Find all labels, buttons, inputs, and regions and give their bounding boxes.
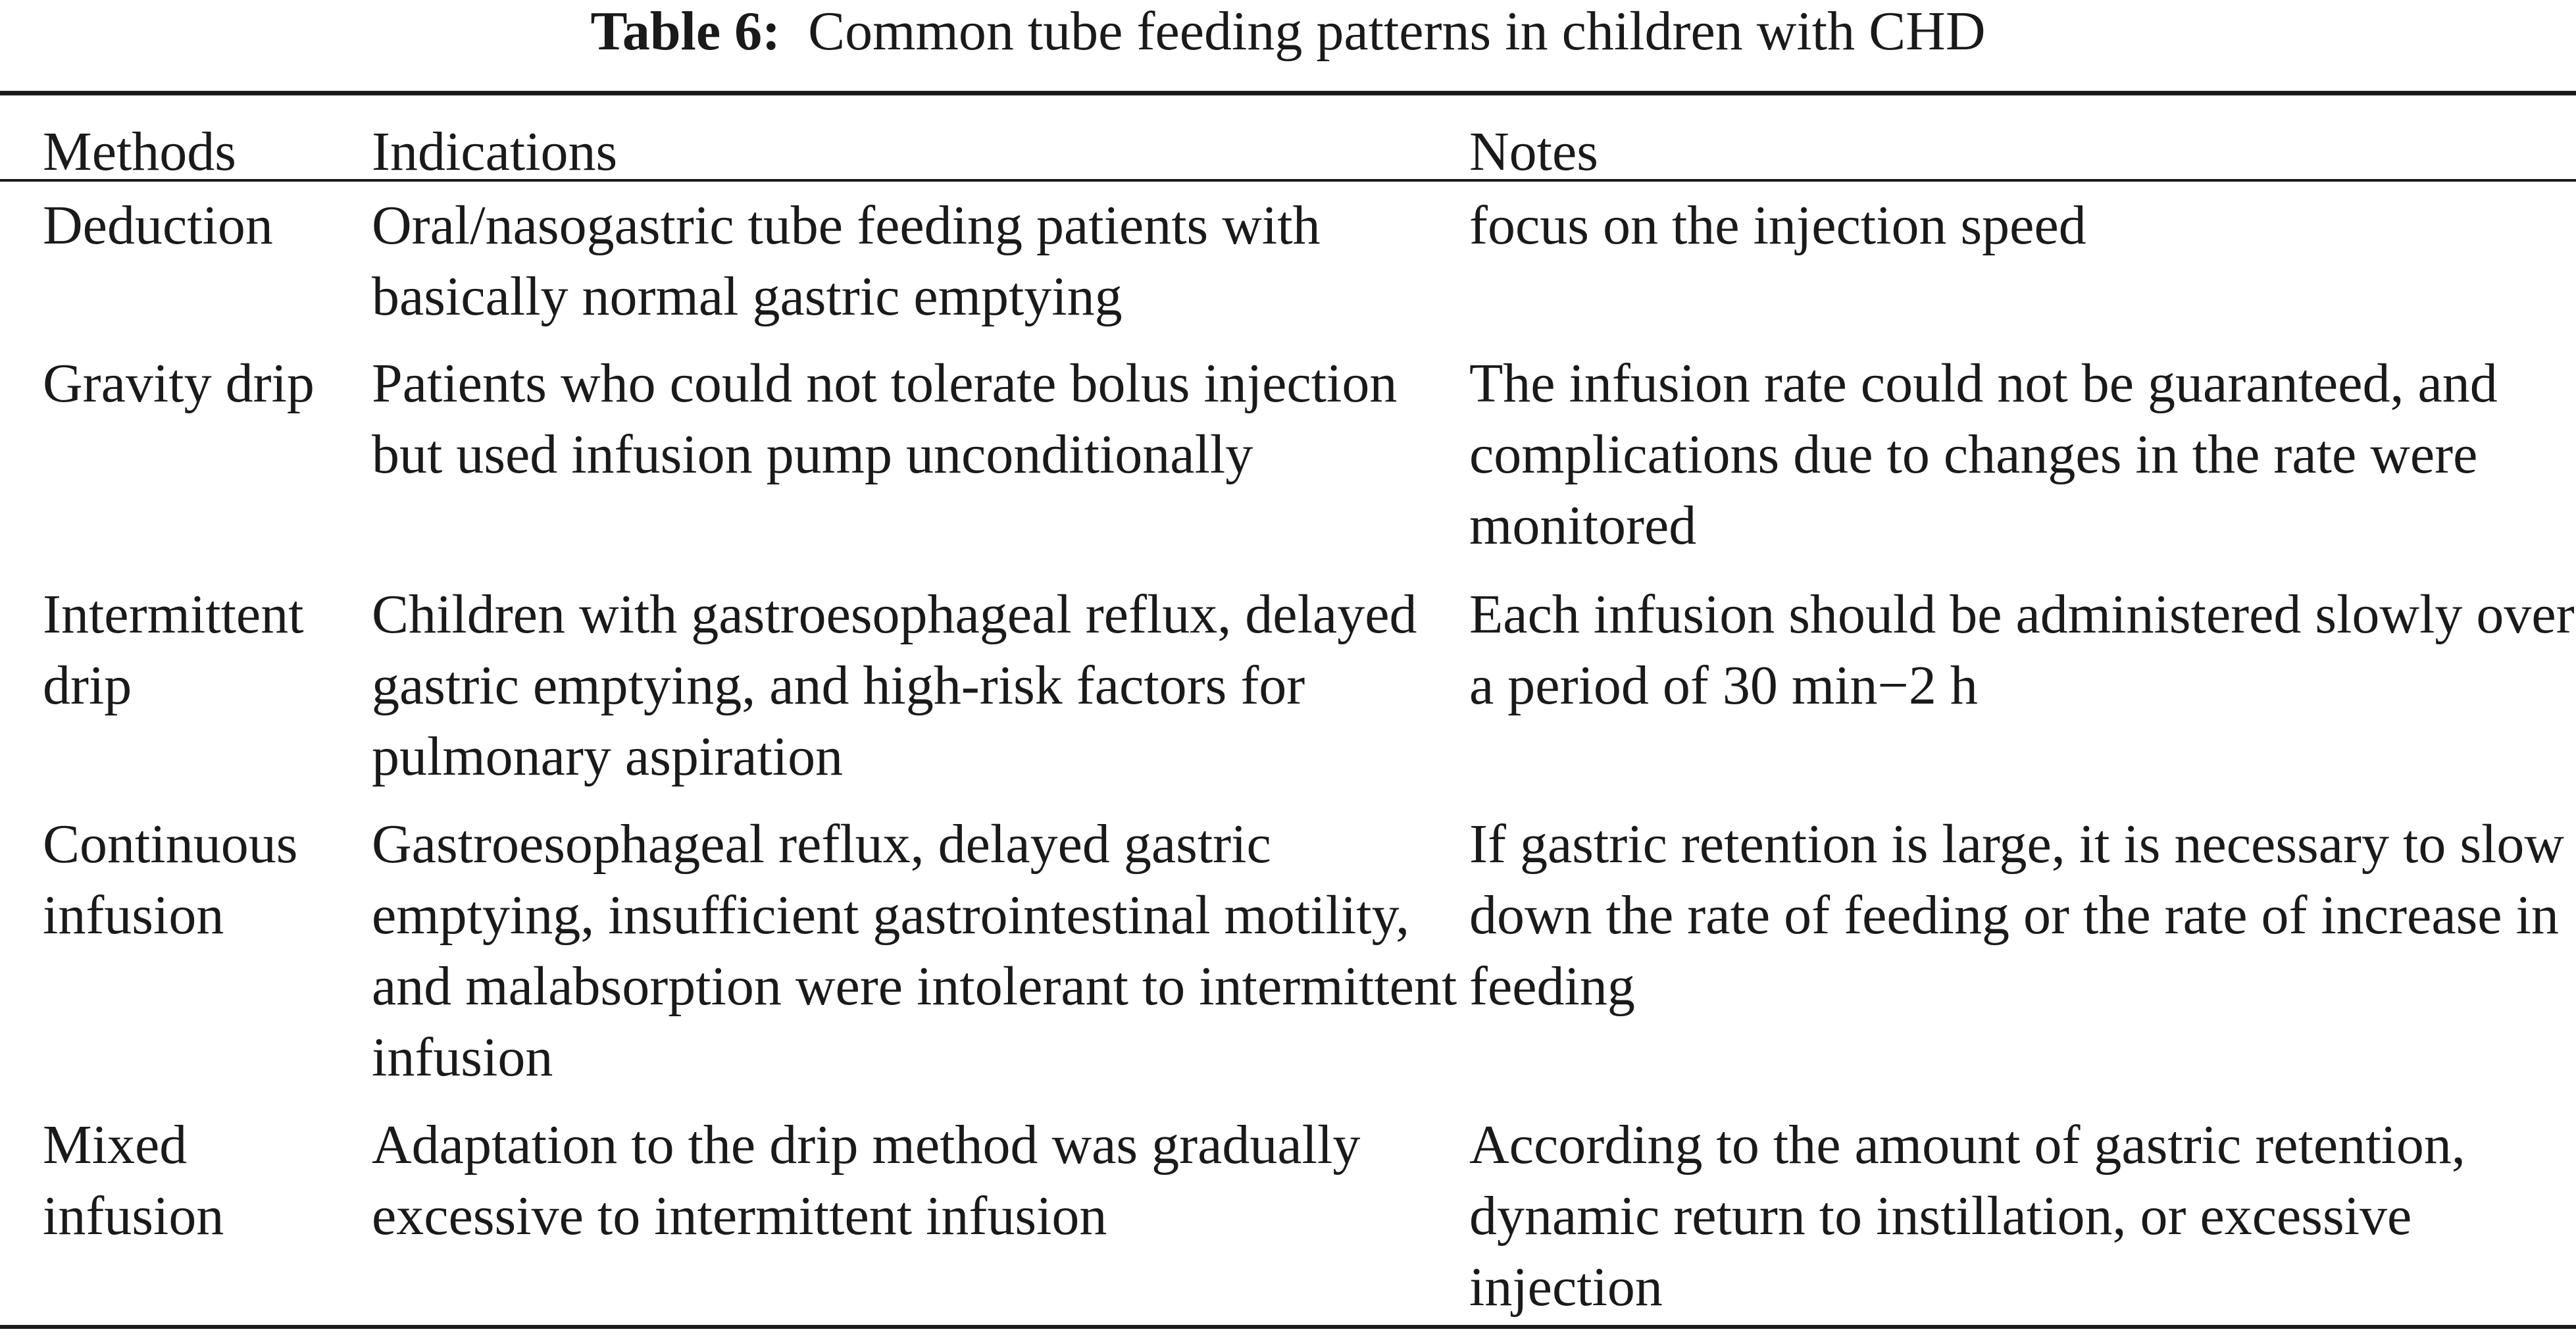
table-caption xyxy=(0,0,2576,79)
table-row xyxy=(0,348,2576,579)
method-cell: Intermittent drip xyxy=(43,584,304,716)
table-caption-text: Common tube feeding patterns in children with CHD xyxy=(808,1,1986,62)
table-top-rule xyxy=(0,91,2576,95)
method-cell: Mixed infusion xyxy=(43,1114,224,1247)
notes-cell: If gastric retention is large, it is necessary to slow down the rate of feeding or the rate of increase in feeding xyxy=(1469,814,2565,1017)
method-cell: Continuous infusion xyxy=(43,814,298,946)
method-cell: Gravity drip xyxy=(43,353,315,414)
table-row xyxy=(0,1110,2576,1323)
table-row xyxy=(0,809,2576,1110)
method-cell: Deduction xyxy=(43,195,273,256)
indications-cell: Patients who could not tolerate bolus injection but used infusion pump unconditionally xyxy=(372,353,1398,485)
column-header-methods: Methods xyxy=(43,121,236,182)
notes-cell: The infusion rate could not be guaranteed, and complications due to changes in the rate were monitored xyxy=(1469,353,2498,556)
table-row xyxy=(0,188,2576,348)
notes-cell: Each infusion should be administered slowly over a period of 30 min−2 h xyxy=(1469,584,2575,716)
notes-cell: According to the amount of gastric retention, dynamic return to instillation, or excessive injection xyxy=(1469,1114,2465,1318)
indications-cell: Oral/nasogastric tube feeding patients with basically normal gastric emptying xyxy=(372,195,1321,327)
indications-cell: Adaptation to the drip method was gradually excessive to intermittent infusion xyxy=(372,1114,1361,1247)
feeding-patterns-table xyxy=(0,95,2576,1323)
table-header-row xyxy=(0,95,2576,188)
column-header-notes: Notes xyxy=(1469,121,1598,182)
indications-cell: Gastroesophageal reflux, delayed gastric emptying, insufficient gastrointestinal motility, and malabsorption were intolerant to intermittent infusion xyxy=(372,814,1457,1088)
indications-cell: Children with gastroesophageal reflux, delayed gastric emptying, and high-risk factors for pulmonary aspiration xyxy=(372,584,1417,787)
table-caption-label: Table 6: xyxy=(590,1,781,62)
column-header-indications: Indications xyxy=(372,121,618,182)
table-bottom-rule xyxy=(0,1325,2576,1329)
notes-cell: focus on the injection speed xyxy=(1469,195,2086,256)
table-row xyxy=(0,579,2576,809)
